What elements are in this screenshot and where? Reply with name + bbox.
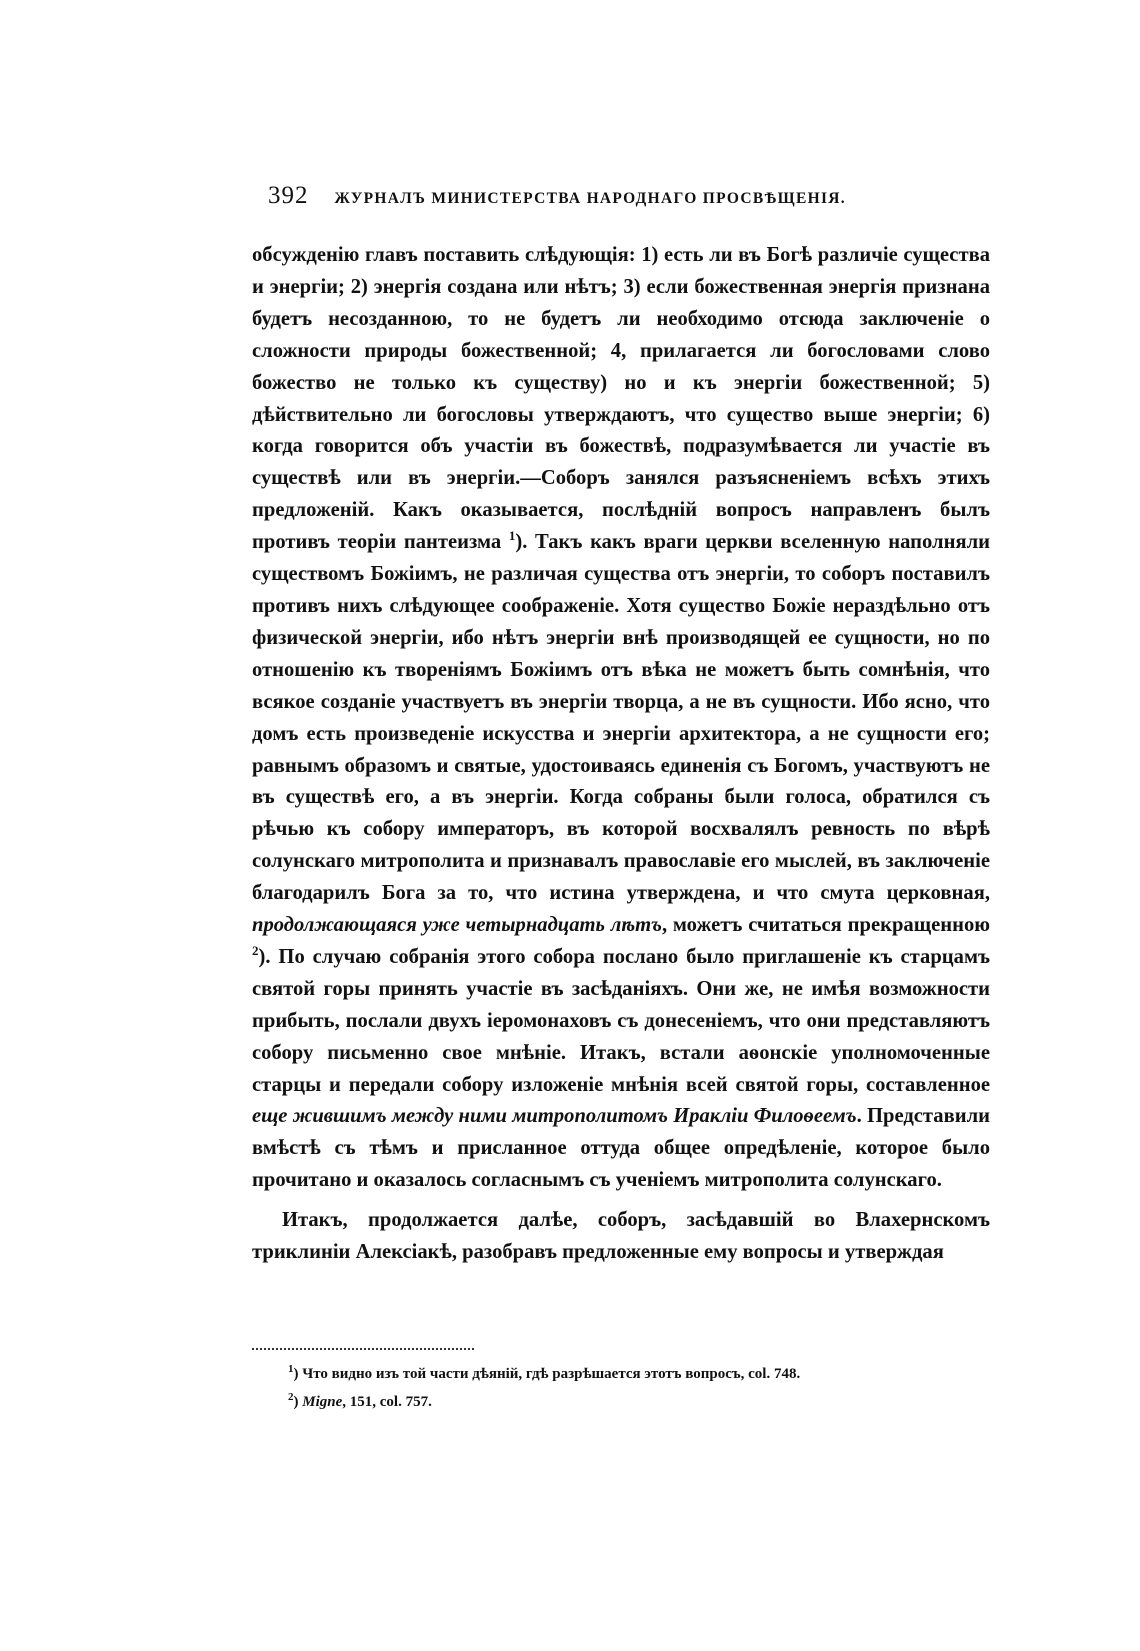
footnote-1 [288,1360,988,1388]
main-text [252,240,990,1269]
footnote-ref-2: 2 [252,943,259,959]
paragraph-1 [252,240,990,1197]
paragraph-1-italic-1: продолжающаяся уже четырнадцать лѣтъ [252,914,662,937]
running-title: ЖУРНАЛЪ МИНИСТЕРСТВА НАРОДНАГО ПРОСВѢЩЕНІЯ. [334,190,846,207]
footnote-2-text: , 151, col. 757. [342,1394,432,1410]
footnote-2 [288,1388,988,1416]
paragraph-1-italic-2: еще жившимъ между ними митрополитомъ Иракліи Филоѳеемъ [252,1105,857,1128]
paragraph-1-part-a: обсужденію главъ поставить слѣдующія: 1) есть ли въ Богѣ различіе существа и энергіи; 2) энергія создана или нѣтъ; 3) если божественная энергія признана будетъ несозданною, то не будетъ ли необходимо отсюда заключеніе о сложности природы божественной; 4, прилагается ли богословами слово божество не только къ существу) но и къ энергіи божественной; 5) дѣйствительно ли богословы утверждаютъ, что существо выше энергіи; 6) когда говорится объ участіи въ божествѣ, подразумѣвается ли участіе въ существѣ или въ энергіи.—Соборъ занялся разъясненіемъ всѣхъ этихъ предложеній. Какъ оказывается, послѣдній вопросъ направленъ былъ противъ теоріи пантеизма [252,244,990,554]
footnote-2-paren: ) [293,1394,303,1410]
page-header [268,182,988,212]
footnote-divider [252,1348,474,1350]
paragraph-2 [252,1205,990,1269]
paragraph-1-part-d: ). По случаю собранія этого собора послано было приглашеніе къ старцамъ святой горы принять участіе въ засѣданіяхъ. Они же, не имѣя возможности прибыть, послали двухъ іеромонаховъ съ донесеніемъ, что они представляютъ собору письменно свое мнѣніе. Итакъ, встали аѳонскіе уполномоченные старцы и передали собору изложеніе мнѣнія всей святой горы, составленное [252,945,990,1096]
page-number: 392 [268,182,309,209]
footnote-1-text: ) Что видно изъ той части дѣяній, гдѣ разрѣшается этотъ вопросъ, col. 748. [293,1366,801,1382]
paragraph-1-part-e: . Представили вмѣстѣ съ тѣмъ и присланное оттуда общее опредѣленіе, которое было прочитано и оказалось согласнымъ съ ученіемъ митрополита солунскаго. [252,1105,990,1192]
footnote-ref-1: 1 [508,528,516,544]
footnote-2-italic: Migne [302,1394,343,1410]
paragraph-1-part-c: , можетъ считаться прекращенною [661,914,990,937]
paragraph-1-part-b: ). Такъ какъ враги церкви вселенную наполняли существомъ Божіимъ, не различая существа отъ энергіи, то соборъ поставилъ противъ нихъ слѣдующее соображеніе. Хотя существо Божіе нераздѣльно отъ физической энергіи, ибо нѣтъ энергіи внѣ производящей ее сущности, но по отношенію къ твореніямъ Божіимъ отъ вѣка не можетъ быть сомнѣнія, что всякое созданіе участвуетъ въ энергіи творца, а не въ сущности. Ибо ясно, что домъ есть произведеніе искусства и энергіи архитектора, а не сущности его; равнымъ образомъ и святые, удостоиваясь единенія съ Богомъ, участвуютъ не въ существѣ его, а въ энергіи. Когда собраны были голоса, обратился съ рѣчью къ собору императоръ, въ которой восхвалялъ ревность по вѣрѣ солунскаго митрополита и признавалъ православіе его мыслей, въ заключеніе благодарилъ Бога за то, что истина утверждена, и что смута церковная, [252,531,991,905]
paragraph-2-text: Итакъ, продолжается далѣе, соборъ, засѣдавшій во Влахернскомъ триклиніи Алексіакѣ, разобравъ предложенные ему вопросы и утверждая [252,1209,990,1264]
footnote-2-mark: 2 [288,1391,294,1403]
footnotes [288,1360,988,1416]
footnote-1-mark: 1 [288,1363,294,1375]
